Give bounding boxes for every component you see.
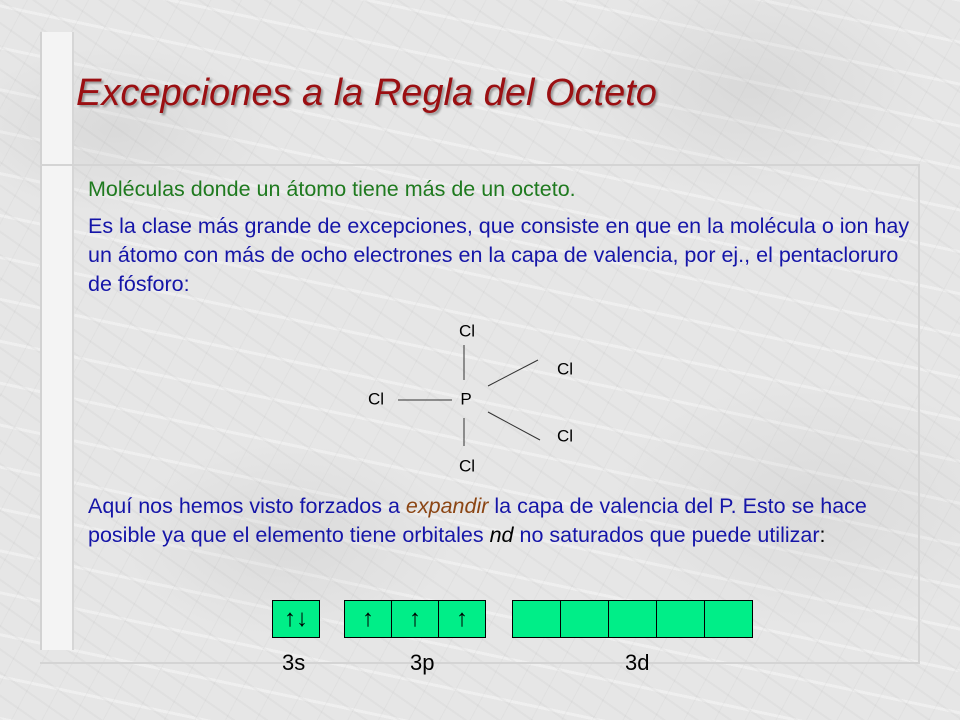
orbital-label-3s: 3s: [282, 650, 306, 675]
orbital-3p-box: ↑: [344, 600, 392, 638]
orbital-3d-box: [656, 600, 705, 638]
slide-title: Excepciones a la Regla del Octeto: [76, 72, 657, 114]
bond-upper-right: [488, 360, 538, 386]
orbital-label-3d: 3d: [625, 650, 650, 675]
bullet3-text-3: no saturados que puede utilizar: [513, 523, 820, 547]
bullet-largest-class: Es la clase más grande de excepciones, que consiste en que en la molécula o ion hay un átomo con más de ocho electrones en la capa de valencia, por ej., el pentacloruro de fósforo:: [88, 214, 910, 296]
atom-cl-top: Cl: [458, 321, 476, 341]
orbital-3d-box: [512, 600, 561, 638]
bullet3-text-2: la capa de valencia del P. Esto se hace posible ya que el elemento tiene orbitales: [88, 494, 867, 547]
bullet-molecules: Moléculas donde un átomo tiene más de un octeto.: [88, 177, 576, 201]
atom-cl-bottom: Cl: [458, 456, 476, 476]
orbital-3d-box: [704, 600, 753, 638]
nd-emphasis: nd: [489, 523, 514, 547]
expandir-emphasis: expandir: [405, 494, 489, 518]
bullet-expand-valence: [88, 492, 918, 550]
atom-cl-upper-right: Cl: [556, 359, 574, 379]
orbital-3d-box: [608, 600, 657, 638]
orbital-3s-box: ↑↓: [272, 600, 320, 638]
bullet3-colon: :: [819, 523, 826, 547]
atom-cl-left: Cl: [367, 389, 385, 409]
orbital-3p-box: ↑: [438, 600, 486, 638]
atom-p: P: [460, 389, 472, 409]
atom-cl-lower-right: Cl: [556, 426, 574, 446]
bond-lower-right: [488, 412, 540, 440]
bullet3-text-1: Aquí nos hemos visto forzados a: [88, 494, 406, 518]
orbital-3p-box: ↑: [391, 600, 439, 638]
orbital-3d-box: [560, 600, 609, 638]
orbital-label-3p: 3p: [410, 650, 435, 675]
